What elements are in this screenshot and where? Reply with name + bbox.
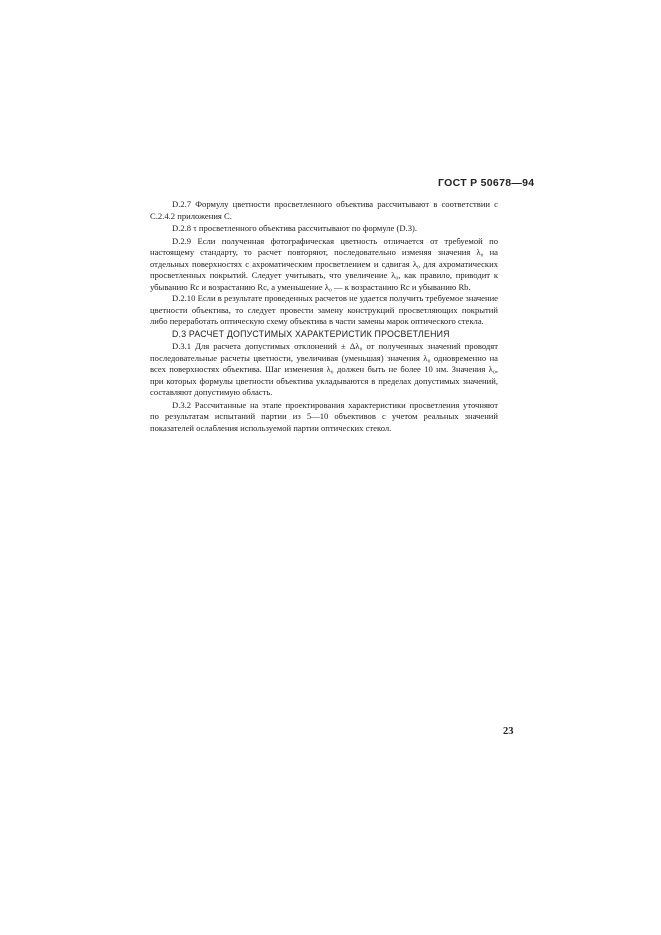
paragraph-d2-8: D.2.8 τ просветленного объектива рассчитывают по формуле (D.3). (172, 223, 418, 233)
paragraph-d2-9: D.2.9 Если полученная фотографическая цветность отличается от требуемой по настоящему стандарту, то расчет повторяют, последовательно изменяя значения λ₀ на отдельных поверхностях с ахроматическим просветлением и сдвигая λ₀ для ахроматических просветленных покрытий. Следует учитывать, что увеличение λ₀, как правило, приводит к убыванию Rc и возрастанию Rc, а уменьшение λ₀ — к возрастанию Rc и убыванию Rb. (150, 235, 498, 292)
paragraph-d2-7: D.2.7 Формулу цветности просветленного объектива рассчитывают в соответствии с С.2.4.2 приложения С. (150, 199, 498, 221)
paragraph-d3-2: D.3.2 Рассчитанные на этапе проектирования характеристики просветления уточняют по результатам испытаний партии из 5—10 объективов с учетом реальных значений показателей ослабления используемой партии оптических стекол. (150, 399, 498, 433)
standard-header: ГОСТ Р 50678—94 (438, 177, 535, 189)
paragraph-d2-10: D.2.10 Если в результате проведенных расчетов не удается получить требуемое значение цветности объектива, то следует провести замену конструкций просветляющих покрытий либо переработать оптическую схему объектива в части замены марок оптического стекла. (150, 293, 498, 326)
document-body (150, 199, 498, 434)
section-heading-d3: D.3 РАСЧЕТ ДОПУСТИМЫХ ХАРАКТЕРИСТИК ПРОСВЕТЛЕНИЯ (172, 328, 450, 339)
paragraph-d3-1: D.3.1 Для расчета допустимых отклонений ± Δλ₀ от полученных значений проводят последовательные расчеты цветности, увеличивая (уменьшая) значения λ₀ одновременно на всех поверхностях объектива. Шаг изменения λ₀ должен быть не более 10 нм. Значения λ₀, при которых формулы цветности объектива укладываются в пределах допустимых значений, составляют допустимую область. (150, 341, 498, 397)
page-number: 23 (503, 726, 514, 737)
